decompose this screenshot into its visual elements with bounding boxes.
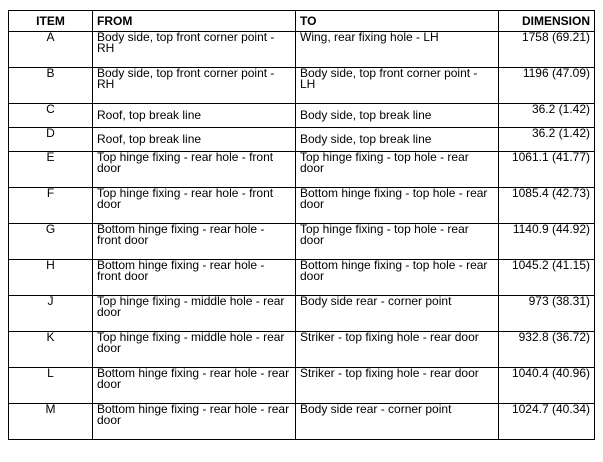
cell-from: Bottom hinge fixing - rear hole - front door <box>93 260 296 296</box>
header-to: TO <box>296 11 499 32</box>
cell-from: Bottom hinge fixing - rear hole - rear door <box>93 404 296 440</box>
cell-item: J <box>9 296 93 332</box>
table-row <box>9 296 595 332</box>
cell-item: K <box>9 332 93 368</box>
table-row <box>9 32 595 68</box>
header-dimension: DIMENSION <box>499 11 595 32</box>
cell-item: F <box>9 188 93 224</box>
cell-dimension: 973 (38.31) <box>499 296 595 332</box>
table-row <box>9 404 595 440</box>
cell-to: Striker - top fixing hole - rear door <box>296 368 499 404</box>
cell-dimension: 1061.1 (41.77) <box>499 152 595 188</box>
cell-to: Wing, rear fixing hole - LH <box>296 32 499 68</box>
cell-to: Striker - top fixing hole - rear door <box>296 332 499 368</box>
table-row <box>9 188 595 224</box>
cell-from: Bottom hinge fixing - rear hole - front door <box>93 224 296 260</box>
table-row <box>9 224 595 260</box>
cell-to: Body side, top break line <box>296 104 499 128</box>
header-row <box>9 11 595 32</box>
cell-to: Body side rear - corner point <box>296 404 499 440</box>
table-row <box>9 128 595 152</box>
cell-to: Body side rear - corner point <box>296 296 499 332</box>
cell-item: H <box>9 260 93 296</box>
table-body <box>9 32 595 440</box>
cell-to: Bottom hinge fixing - top hole - rear door <box>296 260 499 296</box>
table-row <box>9 68 595 104</box>
cell-from: Bottom hinge fixing - rear hole - rear door <box>93 368 296 404</box>
cell-from: Body side, top front corner point - RH <box>93 68 296 104</box>
cell-item: B <box>9 68 93 104</box>
cell-from: Roof, top break line <box>93 104 296 128</box>
cell-from: Top hinge fixing - middle hole - rear door <box>93 296 296 332</box>
cell-dimension: 1758 (69.21) <box>499 32 595 68</box>
dimensions-table <box>8 10 595 440</box>
cell-from: Roof, top break line <box>93 128 296 152</box>
cell-item: C <box>9 104 93 128</box>
cell-dimension: 1085.4 (42.73) <box>499 188 595 224</box>
table-row <box>9 104 595 128</box>
cell-dimension: 1045.2 (41.15) <box>499 260 595 296</box>
cell-to: Body side, top break line <box>296 128 499 152</box>
table-row <box>9 368 595 404</box>
cell-to: Body side, top front corner point - LH <box>296 68 499 104</box>
header-from: FROM <box>93 11 296 32</box>
table-row <box>9 152 595 188</box>
header-item: ITEM <box>9 11 93 32</box>
cell-item: D <box>9 128 93 152</box>
cell-item: M <box>9 404 93 440</box>
cell-to: Top hinge fixing - top hole - rear door <box>296 152 499 188</box>
cell-item: G <box>9 224 93 260</box>
cell-dimension: 1140.9 (44.92) <box>499 224 595 260</box>
cell-from: Top hinge fixing - rear hole - front door <box>93 152 296 188</box>
cell-from: Top hinge fixing - middle hole - rear door <box>93 332 296 368</box>
cell-item: E <box>9 152 93 188</box>
cell-dimension: 36.2 (1.42) <box>499 128 595 152</box>
cell-to: Top hinge fixing - top hole - rear door <box>296 224 499 260</box>
cell-item: A <box>9 32 93 68</box>
table-row <box>9 332 595 368</box>
cell-dimension: 36.2 (1.42) <box>499 104 595 128</box>
cell-from: Top hinge fixing - rear hole - front door <box>93 188 296 224</box>
cell-item: L <box>9 368 93 404</box>
cell-dimension: 1196 (47.09) <box>499 68 595 104</box>
cell-dimension: 932.8 (36.72) <box>499 332 595 368</box>
table-row <box>9 260 595 296</box>
cell-to: Bottom hinge fixing - top hole - rear door <box>296 188 499 224</box>
cell-dimension: 1040.4 (40.96) <box>499 368 595 404</box>
cell-dimension: 1024.7 (40.34) <box>499 404 595 440</box>
cell-from: Body side, top front corner point - RH <box>93 32 296 68</box>
